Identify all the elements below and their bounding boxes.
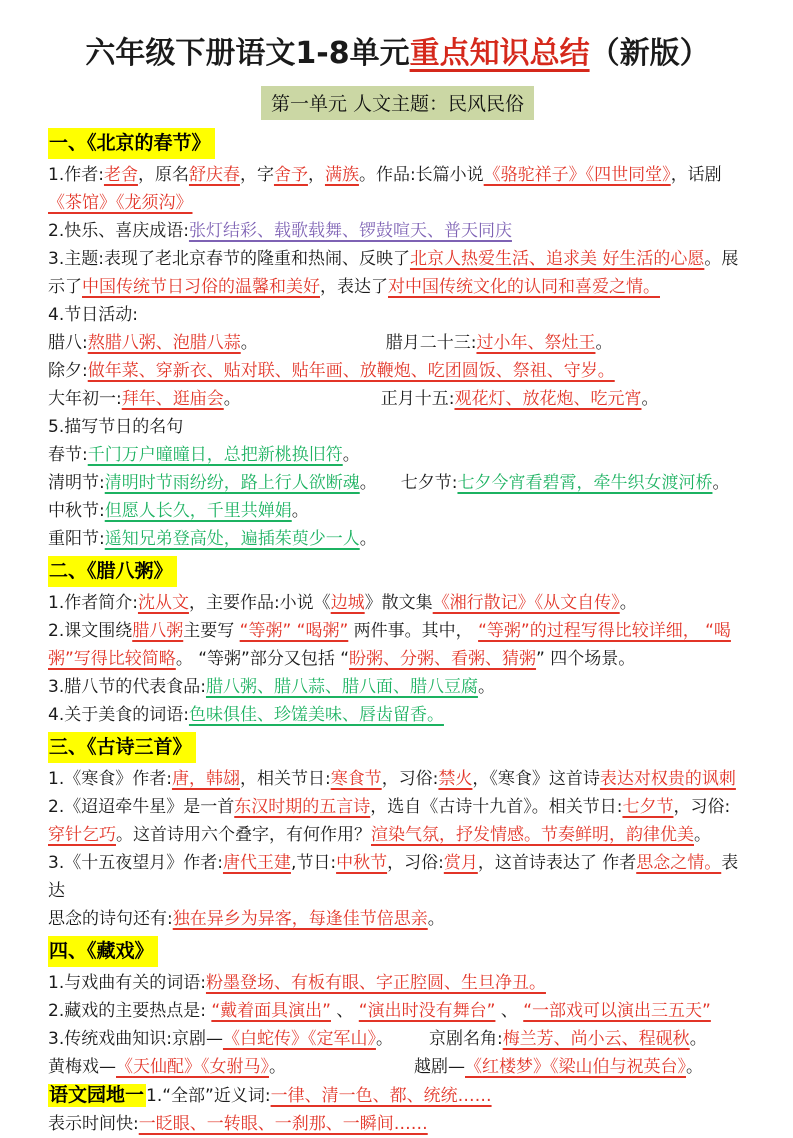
section-heading — [48, 936, 747, 967]
text-segment: 1.与戏曲有关的词语: — [48, 973, 206, 993]
text-segment: 熬腊八粥、泡腊八蒜 — [87, 333, 241, 353]
text-segment: 正月十五: — [380, 389, 455, 409]
text-segment: 除夕: — [48, 361, 88, 381]
text-segment: 。 — [375, 1029, 393, 1049]
text-segment: 腊月二十三: — [385, 333, 477, 353]
text-line — [48, 441, 747, 469]
text-segment: “等粥”的过程写得比较详细， “喝粥”写得比较简略 — [48, 621, 731, 669]
section-heading — [48, 128, 747, 159]
text-segment: 盼粥、分粥、看粥、猜粥 — [349, 649, 537, 669]
text-segment: 2.课文围绕 — [48, 621, 133, 641]
subtitle-row — [48, 86, 747, 120]
text-segment: 思念的诗句还有: — [48, 909, 173, 929]
text-segment: 《红楼梦》《梁山伯与祝英台》 — [465, 1057, 686, 1077]
text-line — [48, 413, 747, 441]
text-segment: 3.主题:表现了老北京春节的隆重和热闹、反映了 — [48, 249, 410, 269]
text-segment: 做年菜、穿新衣、贴对联、贴年画、放鞭炮、吃团圆饭、祭祖、守岁。 — [87, 361, 615, 381]
title-part-1: 六年级下册语文1-8单元 — [85, 36, 410, 71]
text-segment: 七夕今宵看碧霄，牵牛织女渡河桥 — [457, 473, 713, 493]
text-segment: 腊八粥 — [132, 621, 184, 641]
text-segment: ，原名 — [137, 165, 189, 185]
text-line — [48, 497, 747, 525]
text-segment: 拜年、逛庙会 — [121, 389, 224, 409]
text-line — [48, 1110, 747, 1138]
text-line — [48, 765, 747, 793]
text-segment: 。展示了 — [48, 249, 739, 297]
text-segment: 中秋节: — [48, 501, 105, 521]
text-segment: 主要写 — [183, 621, 240, 641]
text-segment: 两件事。其中， — [348, 621, 479, 641]
text-segment: 北京人热爱生活、追求美 好生活的心愿 — [409, 249, 705, 269]
title-part-3: （新版） — [589, 36, 710, 71]
text-segment: 。作品:长篇小说 — [358, 165, 484, 185]
text-segment: 。这首诗用六个叠字，有何作用？ — [116, 825, 371, 845]
text-segment: 表达对权贵的讽刺 — [599, 769, 736, 789]
text-segment: ，表达了 — [320, 277, 388, 297]
text-segment: ，话剧 — [670, 165, 722, 185]
text-line — [48, 1081, 747, 1110]
text-segment: 中秋节 — [336, 853, 388, 873]
text-segment: 唐，韩翃 — [171, 769, 240, 789]
text-line — [48, 701, 747, 729]
text-segment: 《天仙配》《女驸马》 — [116, 1057, 269, 1077]
text-segment: 。 — [477, 677, 495, 697]
text-segment: 《白蛇传》《定军山》 — [222, 1029, 376, 1049]
text-segment: 但愿人长久，千里共婵娟 — [104, 501, 292, 521]
text-segment: 对中国传统文化的认同和喜爱之情。 — [388, 277, 660, 297]
text-line — [48, 357, 747, 385]
text-segment: ， — [307, 165, 325, 185]
text-segment: 赏月 — [443, 853, 478, 873]
text-segment: 张灯结彩、载歌载舞、锣鼓喧天、普天同庆 — [188, 221, 512, 241]
text-segment: 寒食节 — [330, 769, 382, 789]
column-spacer — [241, 403, 381, 404]
text-segment: ，这首诗表达了 作者 — [477, 853, 637, 873]
text-segment: 中国传统节日习俗的温馨和美好 — [82, 277, 320, 297]
text-segment: 3.传统戏曲知识:京剧— — [48, 1029, 223, 1049]
text-line — [48, 245, 747, 301]
text-line — [48, 385, 747, 413]
text-segment: 表达 — [48, 853, 739, 901]
text-segment: “一部戏可以演出三五天” — [523, 1001, 711, 1021]
text-line — [48, 969, 747, 997]
title-highlighted-phrase: 重点知识总结 — [409, 36, 590, 71]
text-line — [48, 1025, 747, 1053]
text-segment: “戴着面具演出” — [211, 1001, 331, 1021]
text-segment: 《湘行散记》《从文自传》 — [432, 593, 620, 613]
text-segment: ，相关节日: — [239, 769, 331, 789]
text-line — [48, 525, 747, 553]
text-segment: 舒庆春 — [188, 165, 240, 185]
text-segment: 《骆驼祥子》《四世同堂》 — [483, 165, 671, 185]
text-line — [48, 793, 747, 849]
text-segment: 粉墨登场、有板有眼、字正腔圆、生旦净丑。 — [205, 973, 546, 993]
text-segment: 大年初一: — [48, 389, 122, 409]
text-segment: 。 — [686, 1057, 703, 1077]
text-segment: 4.关于美食的词语: — [48, 705, 189, 725]
text-segment: 。 — [641, 389, 659, 409]
text-segment: 。 — [359, 529, 377, 549]
text-segment: ，主要作品:小说《 — [188, 593, 331, 613]
text-line — [48, 301, 747, 329]
text-segment: 1.《寒食》作者: — [48, 769, 172, 789]
text-segment: 、 — [495, 1001, 524, 1021]
text-segment: 腊八粥、腊八蒜、腊八面、腊八豆腐 — [205, 677, 478, 697]
text-segment: “等粥” “喝粥” — [239, 621, 349, 641]
text-line — [48, 469, 747, 497]
text-segment: ，《寒食》这首诗 — [472, 769, 600, 789]
text-segment: 七夕节 — [622, 797, 674, 817]
text-segment: 《茶馆》《龙须沟》 — [48, 193, 193, 213]
document-body — [48, 128, 747, 1138]
text-segment: 1.作者: — [48, 165, 104, 185]
text-line — [48, 161, 747, 217]
text-segment: 。 — [712, 473, 730, 493]
text-segment: 禁火 — [438, 769, 473, 789]
text-segment: 。 — [223, 389, 241, 409]
text-segment: 。 — [342, 445, 360, 465]
text-segment: 思念之情。 — [636, 853, 722, 873]
text-line — [48, 849, 747, 905]
text-segment: 京剧名角: — [428, 1029, 503, 1049]
text-segment: ，字 — [239, 165, 274, 185]
text-segment: 穿针乞巧 — [48, 825, 116, 845]
text-segment: 清明节: — [48, 473, 105, 493]
text-segment: ，习俗: — [387, 853, 444, 873]
text-segment: 2.快乐、喜庆成语: — [48, 221, 189, 241]
text-segment: 。 — [240, 333, 258, 353]
text-segment: 。 — [694, 825, 711, 845]
text-segment: 七夕节: — [400, 473, 458, 493]
text-line — [48, 905, 747, 933]
text-segment: 东汉时期的五言诗 — [234, 797, 371, 817]
text-line — [48, 329, 747, 357]
page-title — [48, 28, 747, 72]
text-segment: 2.藏戏的主要热点是: — [48, 1001, 212, 1021]
text-segment: 色味俱佳、珍馐美味、唇齿留香。 — [188, 705, 444, 725]
text-segment: 语文园地一 — [49, 1084, 145, 1106]
text-segment: 观花灯、放花炮、吃元宵 — [454, 389, 642, 409]
text-segment: 清明时节雨纷纷，路上行人欲断魂 — [104, 473, 360, 493]
text-segment: 2.《迢迢牵牛星》是一首 — [48, 797, 235, 817]
text-segment: 春节: — [48, 445, 88, 465]
text-line — [48, 589, 747, 617]
section-heading-label: 三、《古诗三首》 — [48, 732, 196, 763]
text-line — [48, 673, 747, 701]
text-segment: ,节日: — [290, 853, 337, 873]
text-line — [48, 997, 747, 1025]
text-segment: 、 — [330, 1001, 359, 1021]
column-spacer — [258, 347, 386, 348]
text-segment: 一眨眼、一转眼、一刹那、一瞬间…… — [138, 1114, 428, 1134]
text-segment: 满族 — [324, 165, 359, 185]
text-segment: 。 “等粥”部分又包括 “ — [175, 649, 350, 669]
text-segment: 表示时间快: — [48, 1114, 139, 1134]
text-segment: “演出时没有舞台” — [358, 1001, 496, 1021]
text-segment: 。 — [689, 1029, 707, 1049]
text-segment: 。 — [595, 333, 613, 353]
text-line — [48, 217, 747, 245]
text-segment: 独在异乡为异客，每逢佳节倍思亲 — [172, 909, 428, 929]
text-segment: 。 — [291, 501, 309, 521]
text-segment: 。 — [427, 909, 445, 929]
text-segment: 渲染气氛，抒发情感。节奏鲜明，韵律优美 — [371, 825, 694, 845]
text-segment: 越剧— — [414, 1057, 465, 1077]
text-segment: ，选自《古诗十九首》。相关节日: — [370, 797, 623, 817]
text-segment: 3.《十五夜望月》作者: — [48, 853, 223, 873]
text-segment: 4.节日活动: — [48, 305, 138, 325]
text-segment: 。 — [269, 1057, 286, 1077]
text-segment: 黄梅戏— — [48, 1057, 116, 1077]
section-heading — [48, 732, 747, 763]
section-heading-label: 二、《腊八粥》 — [48, 556, 177, 587]
column-spacer — [286, 1071, 414, 1072]
text-segment: 重阳节: — [48, 529, 105, 549]
section-heading-label: 一、《北京的春节》 — [48, 128, 215, 159]
text-segment: 》散文集 — [364, 593, 433, 613]
text-segment: 。 — [359, 473, 377, 493]
text-line — [48, 617, 747, 673]
column-spacer — [393, 1043, 429, 1044]
text-segment: 1.“全部”近义词: — [146, 1086, 271, 1106]
text-segment: 5.描写节日的名句 — [48, 417, 184, 437]
text-segment: 。 — [619, 593, 637, 613]
text-segment: 过小年、祭灶王 — [476, 333, 596, 353]
unit-subtitle: 第一单元 人文主题：民风民俗 — [261, 86, 534, 120]
text-segment: 一律、清一色、都、统统…… — [270, 1086, 492, 1106]
text-segment: 老舍 — [103, 165, 138, 185]
section-heading — [48, 556, 747, 587]
text-segment: 舍予 — [273, 165, 308, 185]
text-segment: 千门万户曈曈日，总把新桃换旧符 — [87, 445, 343, 465]
text-segment: 沈从文 — [137, 593, 189, 613]
column-spacer — [377, 487, 401, 488]
text-segment: 唐代王建 — [222, 853, 291, 873]
text-segment: ，习俗: — [381, 769, 439, 789]
text-segment: 腊八: — [48, 333, 88, 353]
text-segment: 边城 — [330, 593, 365, 613]
text-segment: 遥知兄弟登高处，遍插茱萸少一人 — [104, 529, 360, 549]
text-segment: 1.作者简介: — [48, 593, 138, 613]
section-heading-label: 四、《藏戏》 — [48, 936, 158, 967]
text-segment: 3.腊八节的代表食品: — [48, 677, 206, 697]
text-line — [48, 1053, 747, 1081]
text-segment: 梅兰芳、尚小云、程砚秋 — [502, 1029, 690, 1049]
text-segment: ” 四个场景。 — [536, 649, 636, 669]
text-segment: ，习俗: — [673, 797, 731, 817]
